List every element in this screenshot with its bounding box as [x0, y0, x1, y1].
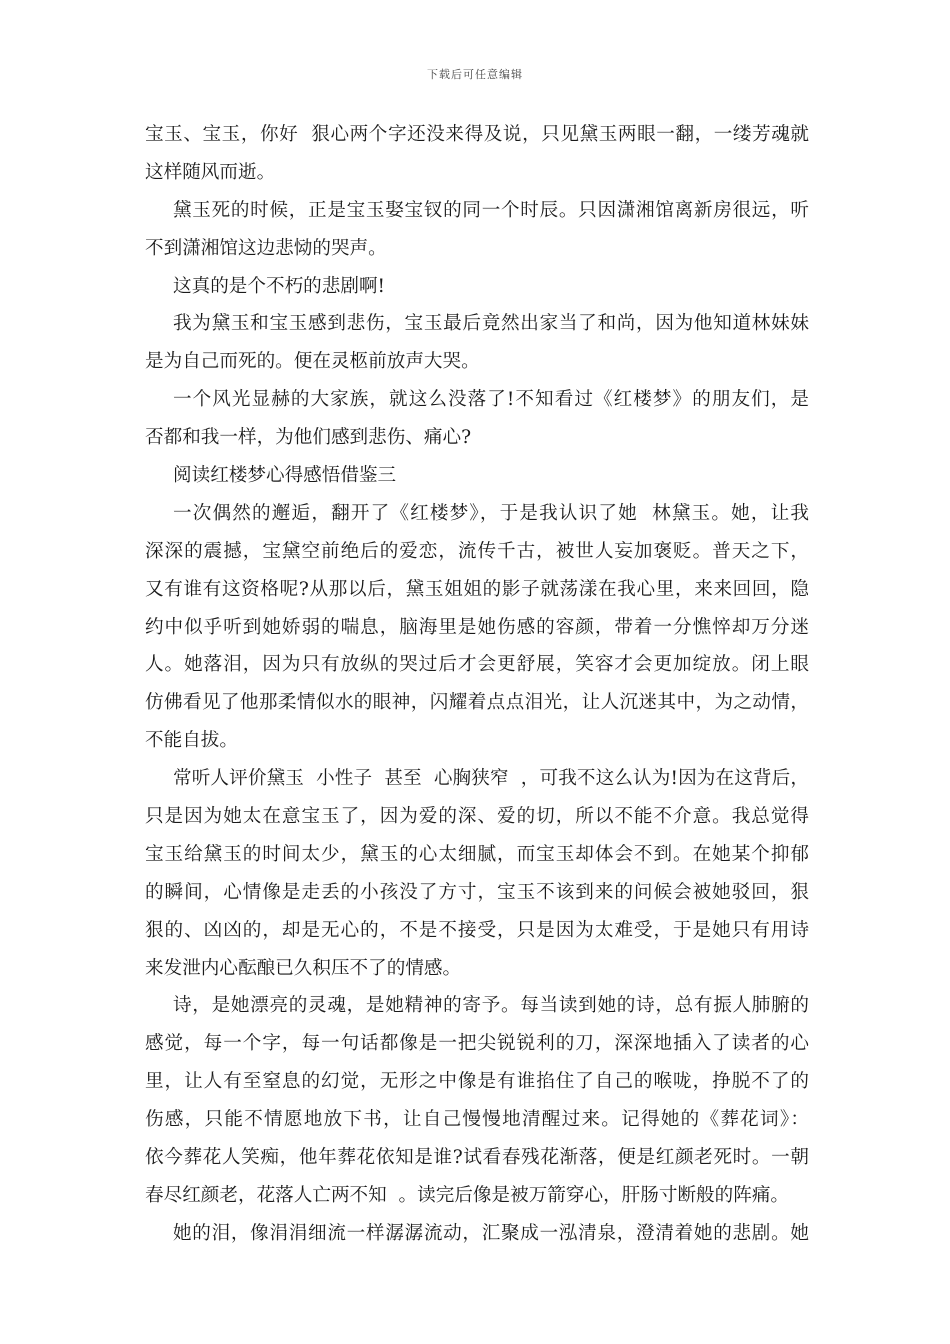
text-line: 伤感，只能不情愿地放下书，让自己慢慢地清醒过来。记得她的《葬花词》： [145, 1109, 809, 1131]
text-line: 常听人评价黛玉 小性子 甚至 心胸狭窄 ，可我不这么认为!因为在这背后， [173, 768, 809, 790]
text-line: 依今葬花人笑痴，他年葬花依知是谁?试看春残花渐落，便是红颜老死时。一朝 [145, 1147, 809, 1169]
text-line: 人。她落泪，因为只有放纵的哭过后才会更舒展，笑容才会更加绽放。闭上眼 [145, 654, 809, 676]
text-line: 约中似乎听到她娇弱的喘息，脑海里是她伤感的容颜，带着一分憔悴却万分迷 [145, 616, 809, 638]
text-line: 又有谁有这资格呢?从那以后，黛玉姐姐的影子就荡漾在我心里，来来回回，隐 [145, 578, 809, 600]
text-line: 春尽红颜老，花落人亡两不知 。读完后像是被万箭穿心，肝肠寸断般的阵痛。 [145, 1184, 790, 1206]
text-line: 阅读红楼梦心得感悟借鉴三 [173, 465, 397, 487]
text-line: 我为黛玉和宝玉感到悲伤，宝玉最后竟然出家当了和尚，因为他知道林妹妹 [173, 313, 809, 335]
text-line: 宝玉、宝玉，你好 狠心两个字还没来得及说，只见黛玉两眼一翻，一缕芳魂就 [145, 124, 809, 145]
text-line: 不到潇湘馆这边悲恸的哭声。 [145, 237, 387, 259]
text-line: 这真的是个不朽的悲剧啊! [173, 275, 386, 297]
text-line: 诗，是她漂亮的灵魂，是她精神的寄予。每当读到她的诗，总有振人肺腑的 [173, 995, 809, 1017]
text-line: 狠的、凶凶的，却是无心的，不是不接受，只是因为太难受，于是她只有用诗 [145, 919, 809, 941]
text-line: 不能自拔。 [145, 730, 238, 752]
text-line: 一次偶然的邂逅，翻开了《红楼梦》，于是我认识了她 林黛玉。她，让我 [173, 502, 809, 524]
text-line: 仿佛看见了他那柔情似水的眼神，闪耀着点点泪光，让人沉迷其中，为之动情， [145, 692, 809, 714]
text-line: 里，让人有至窒息的幻觉，无形之中像是有谁掐住了自己的喉咙，挣脱不了的 [145, 1071, 809, 1093]
text-line: 这样随风而逝。 [145, 161, 276, 183]
text-line: 深深的震撼，宝黛空前绝后的爱恋，流传千古，被世人妄加褒贬。普天之下， [145, 540, 809, 562]
text-line: 宝玉给黛玉的时间太少，黛玉的心太细腻，而宝玉却体会不到。在她某个抑郁 [145, 843, 809, 865]
page-header: 下载后可任意编辑 [427, 68, 523, 81]
text-line: 的瞬间，心情像是走丢的小孩没了方寸，宝玉不该到来的问候会被她驳回，狠 [145, 881, 809, 903]
text-line: 黛玉死的时候，正是宝玉娶宝钗的同一个时辰。只因潇湘馆离新房很远，听 [173, 199, 809, 221]
text-line: 感觉，每一个字，每一句话都像是一把尖锐锐利的刀，深深地插入了读者的心 [145, 1033, 809, 1055]
document-body [145, 116, 809, 1253]
text-line: 是为自己而死的。便在灵柩前放声大哭。 [145, 351, 480, 373]
text-line: 来发泄内心酝酿已久积压不了的情感。 [145, 957, 462, 979]
text-line: 她的泪，像涓涓细流一样潺潺流动，汇聚成一泓清泉，澄清着她的悲剧。她 [173, 1222, 809, 1244]
text-line: 否都和我一样，为他们感到悲伤、痛心? [145, 427, 472, 449]
text-line: 只是因为她太在意宝玉了，因为爱的深、爱的切，所以不能不介意。我总觉得 [145, 806, 809, 828]
text-line: 一个风光显赫的大家族，就这么没落了!不知看过《红楼梦》的朋友们，是 [173, 389, 809, 411]
